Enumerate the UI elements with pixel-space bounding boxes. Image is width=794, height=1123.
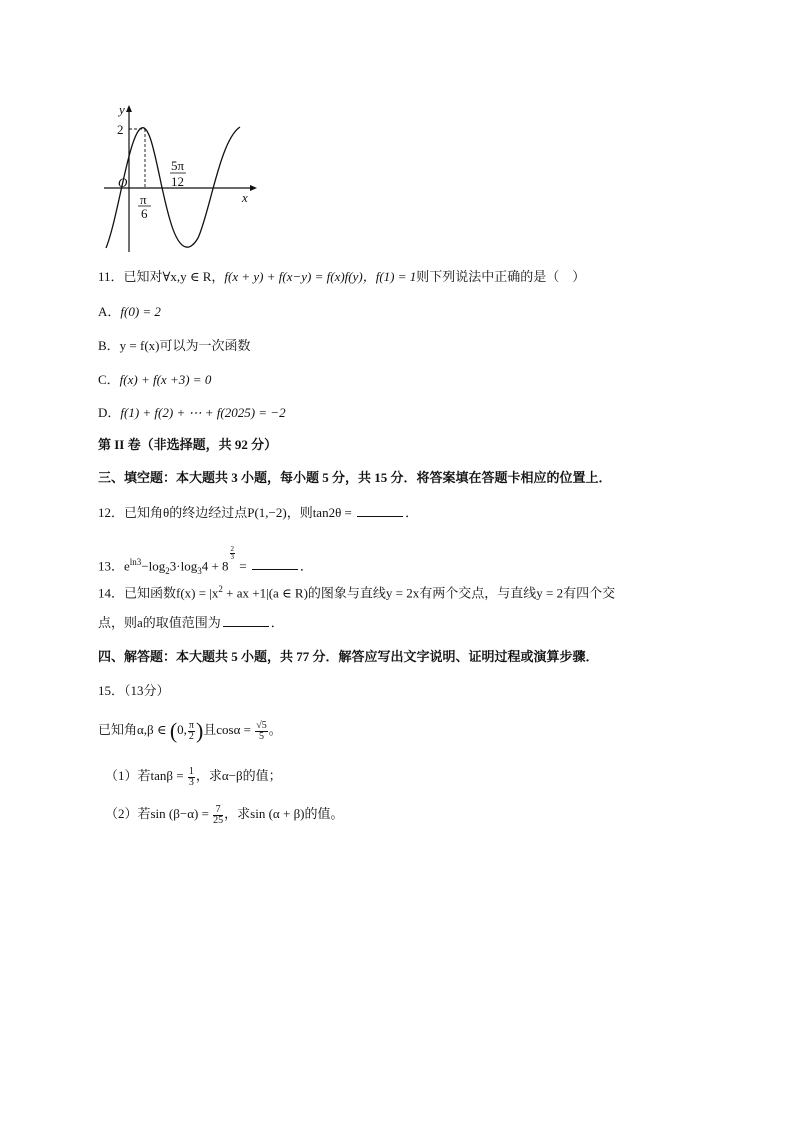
- q11-stem: 11．已知对∀x,y ∈ R，f(x + y) + f(x−y) = f(x)f(y)，f(1) = 1则下列说法中正确的是（ ）: [98, 269, 586, 284]
- q14-answer-blank[interactable]: [223, 614, 269, 627]
- q15-tan-value: $\frac{1}{3}$: [188, 765, 194, 788]
- q15-stem: 已知角α,β ∈ (0, $\frac{\pi}{2}$ )且cosα = $\frac{√5}{5}$ 。: [98, 718, 282, 744]
- q15-part1: （1）若tanβ = $\frac{1}{3}$ ，求α−β的值；: [105, 765, 282, 788]
- q11-option-c: C．f(x) + f(x +3) = 0: [98, 372, 212, 387]
- q15-pi-over-2: $\frac{\pi}{2}$: [188, 719, 194, 742]
- pi6-numerator: π: [140, 192, 147, 207]
- q12-answer-blank[interactable]: [357, 504, 403, 517]
- sine-graph: [100, 100, 260, 255]
- q15-head: 15．（13分）: [98, 683, 170, 698]
- origin-label: O: [118, 175, 128, 190]
- x-axis-label: x: [242, 190, 248, 205]
- q11-equation: f(x + y) + f(x−y) = f(x)f(y)，f(1) = 1: [224, 269, 417, 284]
- q14-line1: 14．已知函数$f(x) = |x^2$ + ax +1|(a ∈ R)的图象与直线y = 2x有两个交点，与直线y = 2有四个交: [98, 584, 616, 601]
- max-value-label: 2: [117, 122, 124, 137]
- y-axis-arrow-icon: [126, 105, 132, 112]
- q14-line2: 点，则a的取值范围为 ．: [98, 615, 284, 630]
- q13-answer-blank[interactable]: [252, 557, 298, 570]
- q13-exponent: 2 3: [230, 545, 235, 561]
- q11-option-a: A．f(0) = 2: [98, 304, 161, 319]
- q15-sin-value: $\frac{7}{25}$: [213, 803, 224, 826]
- y-axis-label: y: [119, 102, 125, 117]
- q11-option-b: B．y = f(x)可以为一次函数: [98, 338, 251, 353]
- q11-option-d: D．f(1) + f(2) + ⋯ + f(2025) = −2: [98, 405, 286, 420]
- section4-title: 四、解答题：本大题共 5 小题，共 77 分．解答应写出文字说明、证明过程或演算步骤．: [98, 649, 599, 664]
- fivepi12-denominator: 12: [171, 174, 184, 189]
- q13: 13．$e^{ln3}-\log_23\cdot\log_34 + 8$ $^{\frac{2}{3}}$ = ．: [98, 545, 313, 576]
- q15-part2: （2）若sin (β−α) = $\frac{7}{25}$ ，求sin (α + β)的值。: [105, 803, 344, 826]
- x-axis-arrow-icon: [250, 185, 257, 191]
- pi6-denominator: 6: [141, 206, 148, 221]
- q15-cos-value: $\frac{√5}{5}$: [256, 719, 267, 742]
- section3-title: 三、填空题：本大题共 3 小题，每小题 5 分，共 15 分．将答案填在答题卡相应的位置上．: [98, 470, 612, 485]
- part2-title: 第 II 卷（非选择题，共 92 分）: [98, 437, 278, 452]
- fivepi12-numerator: 5π: [171, 158, 185, 173]
- q12: 12．已知角θ的终边经过点P(1,−2)，则tan2θ = ．: [98, 505, 419, 520]
